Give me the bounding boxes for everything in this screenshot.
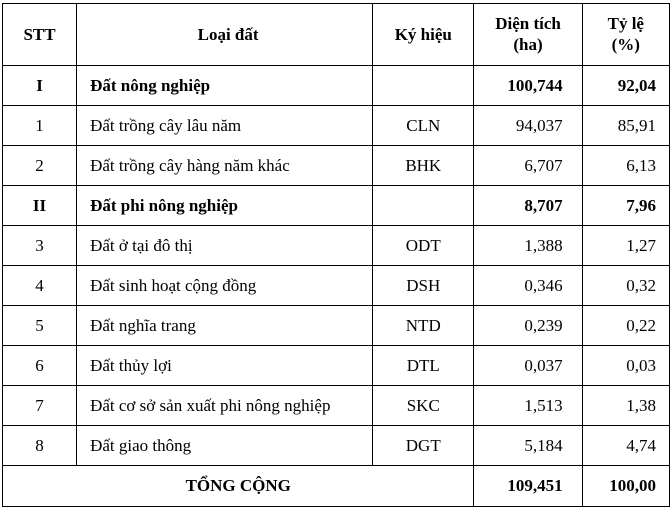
row-ratio: 0,03 [582, 346, 669, 386]
row-code: ODT [373, 226, 474, 266]
land-use-table [2, 3, 670, 507]
row-name: Đất cơ sở sản xuất phi nông nghiệp [77, 386, 373, 426]
row-code: DGT [373, 426, 474, 466]
row-code: DTL [373, 346, 474, 386]
group-ratio: 7,96 [582, 186, 669, 226]
row-stt: 1 [3, 106, 77, 146]
row-area: 6,707 [474, 146, 582, 186]
table-row [3, 306, 670, 346]
header-ratio [582, 4, 669, 66]
total-row [3, 466, 670, 507]
row-stt: 3 [3, 226, 77, 266]
row-stt: 8 [3, 426, 77, 466]
row-code: SKC [373, 386, 474, 426]
row-code: DSH [373, 266, 474, 306]
row-ratio: 4,74 [582, 426, 669, 466]
table-header-row [3, 4, 670, 66]
row-stt: 5 [3, 306, 77, 346]
total-label: TỔNG CỘNG [3, 466, 474, 507]
group-stt: II [3, 186, 77, 226]
row-name: Đất ở tại đô thị [77, 226, 373, 266]
group-name: Đất nông nghiệp [77, 66, 373, 106]
header-area-unit: (ha) [513, 34, 543, 54]
row-area: 0,239 [474, 306, 582, 346]
row-name: Đất giao thông [77, 426, 373, 466]
row-name: Đất thủy lợi [77, 346, 373, 386]
row-name: Đất trồng cây lâu năm [77, 106, 373, 146]
row-ratio: 0,22 [582, 306, 669, 346]
row-stt: 6 [3, 346, 77, 386]
table-row [3, 146, 670, 186]
group-code [373, 186, 474, 226]
row-ratio: 1,27 [582, 226, 669, 266]
group-stt: I [3, 66, 77, 106]
row-name: Đất nghĩa trang [77, 306, 373, 346]
table-row [3, 346, 670, 386]
header-area [474, 4, 582, 66]
group-code [373, 66, 474, 106]
row-area: 1,513 [474, 386, 582, 426]
row-code: NTD [373, 306, 474, 346]
row-stt: 4 [3, 266, 77, 306]
row-ratio: 85,91 [582, 106, 669, 146]
table-row [3, 106, 670, 146]
table-row [3, 266, 670, 306]
row-name: Đất sinh hoạt cộng đồng [77, 266, 373, 306]
header-area-label: Diện tích [495, 14, 561, 34]
group-area: 8,707 [474, 186, 582, 226]
row-ratio: 6,13 [582, 146, 669, 186]
row-area: 5,184 [474, 426, 582, 466]
table-row [3, 426, 670, 466]
group-area: 100,744 [474, 66, 582, 106]
row-ratio: 1,38 [582, 386, 669, 426]
row-area: 0,037 [474, 346, 582, 386]
group-row-agricultural [3, 66, 670, 106]
header-ratio-label: Tỷ lệ [607, 14, 644, 34]
group-row-non-agricultural [3, 186, 670, 226]
table-row [3, 226, 670, 266]
group-ratio: 92,04 [582, 66, 669, 106]
table-row [3, 386, 670, 426]
total-area: 109,451 [474, 466, 582, 507]
row-stt: 7 [3, 386, 77, 426]
row-code: BHK [373, 146, 474, 186]
row-ratio: 0,32 [582, 266, 669, 306]
total-ratio: 100,00 [582, 466, 669, 507]
header-stt: STT [3, 4, 77, 66]
row-name: Đất trồng cây hàng năm khác [77, 146, 373, 186]
group-name: Đất phi nông nghiệp [77, 186, 373, 226]
header-land-type: Loại đất [77, 4, 373, 66]
row-stt: 2 [3, 146, 77, 186]
row-area: 1,388 [474, 226, 582, 266]
row-area: 94,037 [474, 106, 582, 146]
header-ratio-unit: (%) [611, 34, 640, 54]
row-area: 0,346 [474, 266, 582, 306]
header-symbol: Ký hiệu [373, 4, 474, 66]
row-code: CLN [373, 106, 474, 146]
